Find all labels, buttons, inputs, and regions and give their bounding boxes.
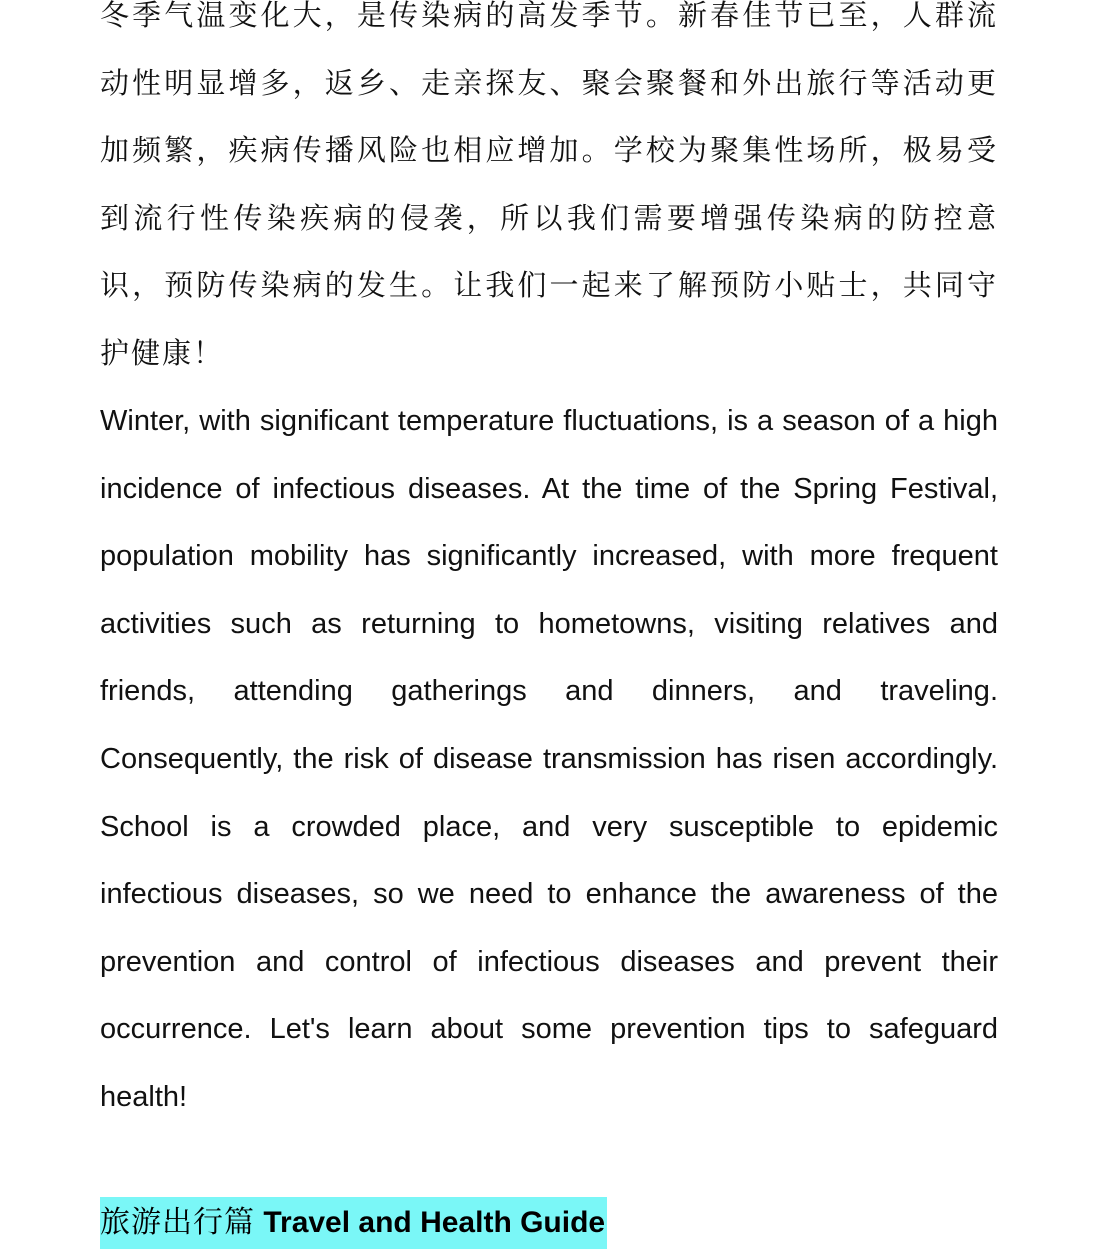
chinese-intro-paragraph: 冬季气温变化大，是传染病的高发季节。新春佳节已至，人群流动性明显增多，返乡、走亲探友、聚会聚餐和外出旅行等活动更加频繁，疾病传播风险也相应增加。学校为聚集性场所，极易受到流行性传染疾病的侵袭，所以我们需要增强传染病的防控意识，预防传染病的发生。让我们一起来了解预防小贴士，共同守护健康！ — [100, 0, 998, 370]
english-intro-paragraph: Winter, with significant temperature fluctuations, is a season of a high incidence of infectious diseases. At the time of the Spring Festival, population mobility has significantly increased, with more frequent activities such as returning to hometowns, visiting relatives and friends, attending gatherings and dinners, and traveling. Consequently, the risk of disease transmission has risen accordingly. School is a crowded place, and very susceptible to epidemic infectious diseases, so we need to enhance the awareness of the prevention and control of infectious diseases and prevent their occurrence. Let's learn about some prevention tips to safeguard health! — [100, 405, 998, 1113]
section-heading-cn: 旅游出行篇 — [100, 1205, 255, 1240]
section-heading-en: Travel and Health Guide — [263, 1206, 606, 1239]
section-heading-travel — [100, 1197, 607, 1249]
